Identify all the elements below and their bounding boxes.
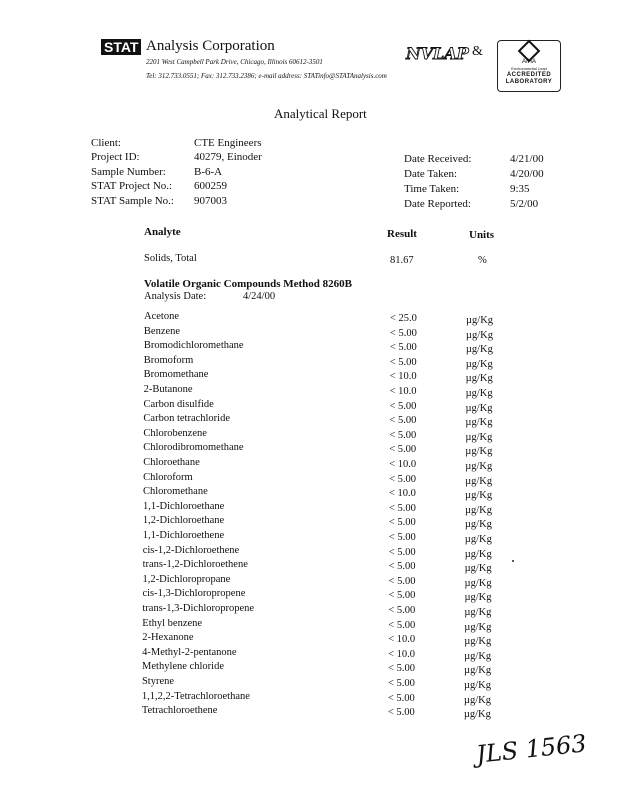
voc-row-name: Bromoform: [143, 354, 194, 366]
handwritten-signature: JLS 1563: [474, 729, 588, 769]
voc-row-result: < 5.00: [389, 444, 417, 456]
voc-row-name: Methylene chloride: [142, 661, 224, 673]
voc-row-name: 1,1-Dichloroethane: [142, 500, 225, 512]
voc-row-result: < 10.0: [389, 386, 417, 397]
voc-row-result: < 5.00: [388, 663, 415, 675]
voc-row-unit: µg/Kg: [464, 548, 492, 560]
voc-row-name: Chloroethane: [143, 457, 200, 468]
voc-row-unit: µg/Kg: [464, 577, 492, 589]
voc-row-unit: µg/Kg: [464, 650, 492, 662]
voc-row-unit: µg/Kg: [464, 592, 492, 604]
company-name: Analysis Corporation: [146, 38, 275, 54]
aiha-subtitle: Environmental Lead: [511, 66, 547, 71]
voc-row-name: Bromodichloromethane: [143, 340, 244, 352]
voc-row-name: Carbon disulfide: [143, 398, 214, 410]
voc-row-result: < 5.00: [389, 400, 417, 412]
solids-result: 81.67: [390, 255, 414, 266]
info-value-date-reported: 5/2/00: [510, 198, 539, 210]
report-title: Analytical Report: [274, 106, 367, 121]
voc-row-unit: µg/Kg: [465, 417, 493, 429]
voc-row-name: trans-1,2-Dichloroethene: [142, 559, 248, 571]
voc-row-result: < 5.00: [388, 502, 416, 514]
info-label-time-taken: Time Taken:: [404, 183, 460, 195]
info-label-date-received: Date Received:: [404, 153, 472, 165]
voc-row-unit: µg/Kg: [465, 461, 493, 472]
aiha-accreditation-badge: [497, 40, 561, 92]
header-units: Units: [469, 229, 495, 241]
voc-row-unit: µg/Kg: [464, 607, 492, 618]
voc-row-unit: µg/Kg: [465, 358, 493, 370]
voc-row-unit: µg/Kg: [464, 534, 492, 545]
voc-row-unit: µg/Kg: [463, 680, 492, 691]
voc-row-name: Styrene: [141, 676, 175, 687]
voc-row-result: < 10.0: [388, 648, 416, 660]
voc-row-name: Carbon tetrachloride: [143, 413, 231, 425]
voc-row-result: < 25.0: [390, 313, 417, 324]
voc-row-result: < 5.00: [388, 546, 416, 558]
info-label-sample-number: Sample Number:: [91, 166, 166, 178]
header-analyte: Analyte: [144, 226, 181, 238]
voc-row-name: Tetrachloroethene: [141, 705, 218, 717]
solids-name: Solids, Total: [144, 253, 197, 264]
header-result: Result: [387, 228, 417, 240]
voc-row-name: 4-Methyl-2-pentanone: [142, 646, 237, 658]
info-label-date-taken: Date Taken:: [404, 168, 458, 180]
aiha-accredited: ACCREDITED: [506, 72, 552, 78]
voc-row-unit: µg/Kg: [466, 315, 494, 326]
voc-row-name: Ethyl benzene: [142, 617, 203, 629]
company-contact: Tel: 312.733.0551; Fax: 312.733.2386; e-mail address: STATinfo@STATAnalysis.com: [146, 72, 387, 80]
voc-row-result: < 5.00: [388, 532, 416, 543]
voc-row-result: < 5.00: [387, 692, 415, 704]
voc-row-name: Chloromethane: [143, 486, 208, 498]
voc-row-unit: µg/Kg: [464, 563, 492, 575]
voc-row-unit: µg/Kg: [465, 373, 493, 385]
stat-logo: STAT: [101, 39, 141, 55]
info-label-stat-project: STAT Project No.:: [91, 180, 173, 192]
voc-row-name: cis-1,2-Dichloroethene: [142, 544, 240, 556]
analysis-date-value: 4/24/00: [243, 291, 276, 302]
voc-row-name: Bromomethane: [143, 369, 209, 381]
info-value-client: CTE Engineers: [194, 137, 262, 149]
voc-row-unit: µg/Kg: [464, 519, 492, 531]
voc-row-name: 1,1,2,2-Tetrachloroethane: [141, 690, 250, 702]
voc-row-unit: µg/Kg: [464, 665, 492, 677]
info-value-time-taken: 9:35: [510, 183, 530, 195]
voc-row-name: 1,1-Dichloroethene: [142, 530, 225, 541]
voc-row-name: 1,2-Dichloroethane: [142, 515, 225, 527]
company-address: 2201 West Campbell Park Drive, Chicago, Illinois 60612-3501: [146, 58, 323, 66]
info-value-stat-project: 600259: [194, 180, 227, 192]
info-label-client: Client:: [91, 137, 121, 149]
info-value-date-taken: 4/20/00: [510, 168, 544, 180]
voc-row-result: < 10.0: [388, 634, 416, 646]
voc-row-name: cis-1,3-Dichloropropene: [142, 588, 246, 600]
voc-row-result: < 5.00: [388, 517, 416, 529]
info-label-project-id: Project ID:: [91, 151, 140, 163]
voc-row-result: < 5.00: [388, 561, 416, 573]
voc-row-name: Acetone: [144, 311, 179, 322]
voc-row-name: 2-Hexanone: [142, 632, 194, 644]
voc-row-unit: µg/Kg: [465, 490, 493, 502]
voc-section-title: Volatile Organic Compounds Method 8260B: [144, 278, 353, 290]
voc-row-result: < 5.00: [388, 605, 416, 616]
aiha-name: AIHA: [521, 59, 536, 65]
voc-row-unit: µg/Kg: [465, 344, 493, 356]
voc-row-result: < 5.00: [388, 619, 416, 631]
voc-row-result: < 5.00: [388, 590, 416, 602]
info-value-date-received: 4/21/00: [510, 153, 544, 165]
voc-row-unit: µg/Kg: [464, 636, 492, 648]
voc-row-name: 2-Butanone: [143, 384, 193, 395]
nvlap-logo-icon: [404, 42, 469, 64]
info-label-stat-sample: STAT Sample No.:: [91, 195, 174, 207]
voc-row-name: Chlorodibromomethane: [143, 442, 244, 454]
voc-row-result: < 5.00: [389, 415, 417, 427]
voc-row-result: < 5.00: [389, 356, 417, 368]
voc-row-unit: µg/Kg: [464, 504, 492, 516]
voc-row-name: Benzene: [143, 325, 181, 337]
voc-row-unit: µg/Kg: [465, 329, 493, 341]
voc-row-unit: µg/Kg: [465, 431, 493, 443]
voc-row-unit: µg/Kg: [465, 388, 493, 399]
voc-row-name: Chlorobenzene: [143, 427, 207, 439]
voc-row-result: < 5.00: [389, 473, 417, 485]
voc-row-result: < 5.00: [389, 429, 417, 441]
voc-row-result: < 10.0: [389, 488, 416, 500]
voc-row-result: < 5.00: [388, 575, 416, 587]
solids-unit: %: [478, 255, 487, 266]
voc-row-result: < 5.00: [389, 342, 417, 354]
nvlap-logo-text: NVLAP: [406, 44, 469, 63]
scan-speck: [512, 560, 514, 562]
voc-row-unit: µg/Kg: [465, 402, 493, 414]
voc-row-result: < 10.0: [389, 459, 417, 470]
voc-row-name: 1,2-Dichloropropane: [142, 573, 231, 585]
voc-row-unit: µg/Kg: [464, 621, 492, 633]
aiha-laboratory: LABORATORY: [505, 79, 553, 85]
info-value-sample-number: B-6-A: [194, 166, 223, 178]
voc-row-result: < 5.00: [389, 327, 417, 339]
info-value-stat-sample: 907003: [194, 195, 227, 207]
analysis-date-label: Analysis Date:: [144, 291, 207, 302]
voc-row-name: Chloroform: [143, 471, 193, 483]
ampersand: &: [472, 44, 483, 59]
voc-row-result: < 10.0: [389, 371, 417, 383]
voc-row-name: trans-1,3-Dichloropropene: [142, 603, 255, 614]
voc-row-unit: µg/Kg: [463, 709, 491, 721]
voc-row-unit: µg/Kg: [465, 475, 493, 487]
voc-row-result: < 5.00: [387, 678, 415, 689]
voc-row-unit: µg/Kg: [465, 446, 493, 458]
voc-row-result: < 5.00: [387, 707, 415, 719]
info-value-project-id: 40279, Einoder: [194, 151, 262, 163]
info-label-date-reported: Date Reported:: [404, 198, 471, 210]
voc-row-unit: µg/Kg: [463, 694, 491, 706]
